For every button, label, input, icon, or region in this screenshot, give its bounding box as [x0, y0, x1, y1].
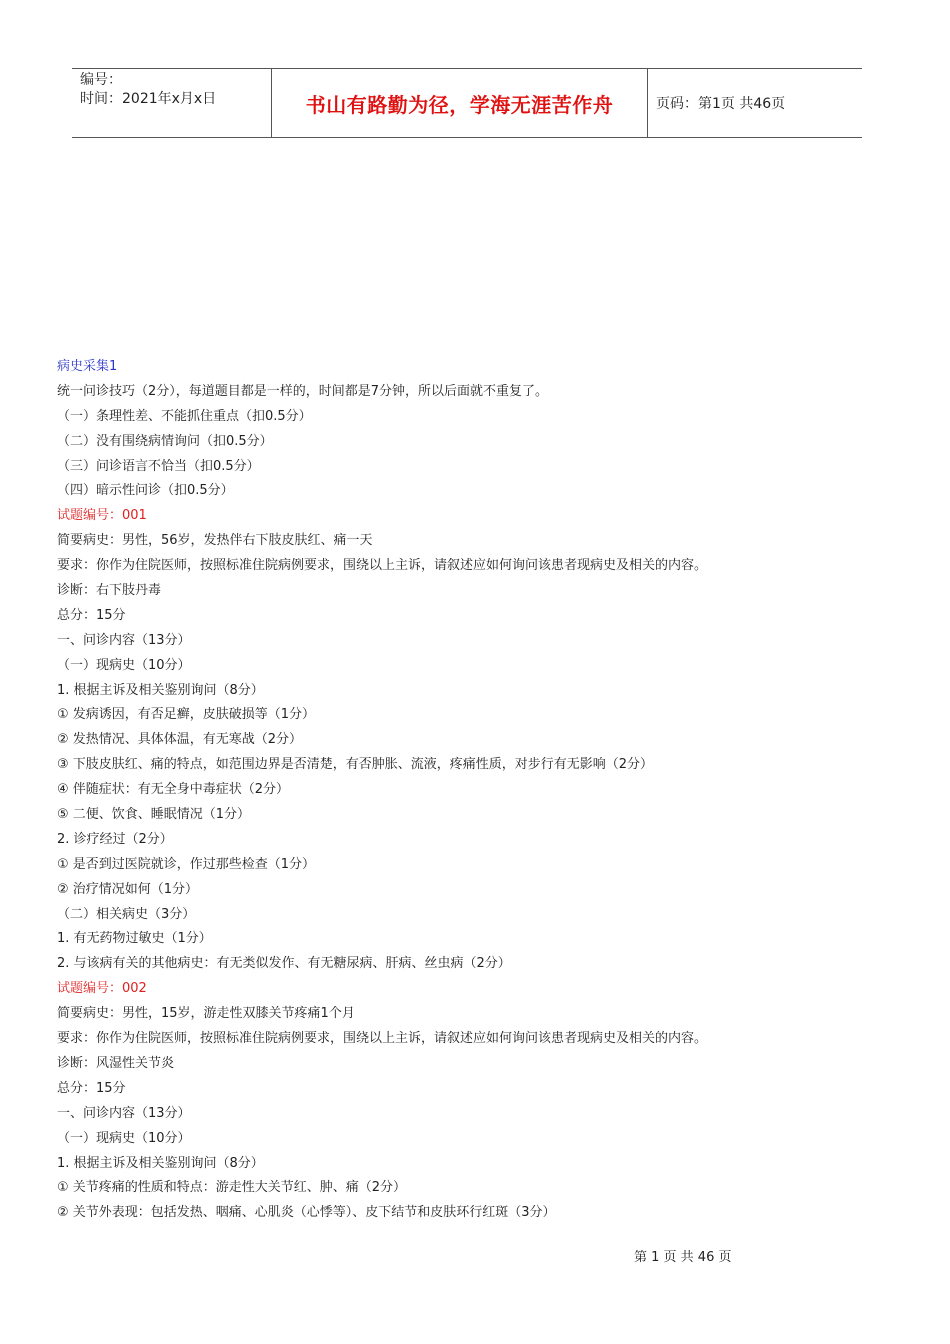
text-line: 要求：你作为住院医师，按照标准住院病例要求，围绕以上主诉，请叙述应如何询问该患者现病史及相关的内容。 [57, 558, 708, 574]
motto-text: 书山有路勤为径，学海无涯苦作舟 [305, 92, 614, 117]
text-line: ① 发病诱因，有否足癣，皮肤破损等（1分） [57, 707, 316, 723]
text-line: （二）相关病史（3分） [57, 906, 196, 922]
text-line: 一、问诊内容（13分） [57, 1105, 191, 1121]
text-line: 统一问诊技巧（2分），每道题目都是一样的，时间都是7分钟，所以后面就不重复了。 [57, 383, 549, 399]
text-line: （一）现病史（10分） [57, 1130, 191, 1146]
text-line: 简要病史：男性，15岁，游走性双膝关节疼痛1个月 [57, 1006, 355, 1022]
page-number-cell [646, 69, 862, 137]
text-line: ⑤ 二便、饮食、睡眠情况（1分） [57, 807, 251, 823]
text-line: 2. 诊疗经过（2分） [57, 831, 173, 847]
text-line: 总分：15分 [57, 1080, 126, 1096]
text-line: ② 发热情况、具体体温，有无寒战（2分） [57, 732, 303, 748]
text-line: 试题编号：002 [57, 981, 147, 997]
text-line: ① 关节疼痛的性质和特点：游走性大关节红、肿、痛（2分） [57, 1180, 407, 1196]
text-line: （一）条理性差、不能抓住重点（扣0.5分） [57, 408, 312, 424]
time-label: 时间：2021年x月x日 [80, 91, 217, 107]
motto-cell [271, 69, 648, 137]
text-line: 2. 与该病有关的其他病史：有无类似发作、有无糖尿病、肝病、丝虫病（2分） [57, 956, 511, 972]
text-line: （三）问诊语言不恰当（扣0.5分） [57, 458, 260, 474]
text-line: ③ 下肢皮肤红、痛的特点，如范围边界是否清楚，有否肿胀、流液，疼痛性质，对步行有无影响（2分） [57, 757, 654, 773]
text-line: 试题编号：001 [57, 508, 147, 524]
text-line: 1. 有无药物过敏史（1分） [57, 931, 212, 947]
page-label: 页码：第1页 共46页 [656, 96, 786, 112]
text-line: ① 是否到过医院就诊，作过那些检查（1分） [57, 856, 316, 872]
text-line: 诊断：右下肢丹毒 [57, 583, 162, 599]
text-line: 1. 根据主诉及相关鉴别询问（8分） [57, 1155, 264, 1171]
page-footer: 第 1 页 共 46 页 [634, 1250, 732, 1265]
text-line: （二）没有围绕病情询问（扣0.5分） [57, 433, 273, 449]
text-line: （一）现病史（10分） [57, 657, 191, 673]
text-line: 诊断：风湿性关节炎 [57, 1055, 175, 1071]
text-line: 总分：15分 [57, 607, 126, 623]
number-label: 编号： [80, 72, 122, 88]
text-line: 1. 根据主诉及相关鉴别询问（8分） [57, 682, 264, 698]
text-line: ② 治疗情况如何（1分） [57, 881, 199, 897]
document-header [72, 68, 862, 138]
text-line: （四）暗示性问诊（扣0.5分） [57, 483, 234, 499]
header-left-cell [72, 69, 279, 137]
text-line: ② 关节外表现：包括发热、咽痛、心肌炎（心悸等）、皮下结节和皮肤环行红斑（3分） [57, 1205, 556, 1221]
text-line: 要求：你作为住院医师，按照标准住院病例要求，围绕以上主诉，请叙述应如何询问该患者现病史及相关的内容。 [57, 1031, 708, 1047]
text-line: 简要病史：男性，56岁，发热伴右下肢皮肤红、痛一天 [57, 533, 373, 549]
text-line: 病史采集1 [57, 359, 118, 374]
text-line: 一、问诊内容（13分） [57, 632, 191, 648]
text-line: ④ 伴随症状：有无全身中毒症状（2分） [57, 782, 290, 798]
document-body [57, 355, 877, 1226]
